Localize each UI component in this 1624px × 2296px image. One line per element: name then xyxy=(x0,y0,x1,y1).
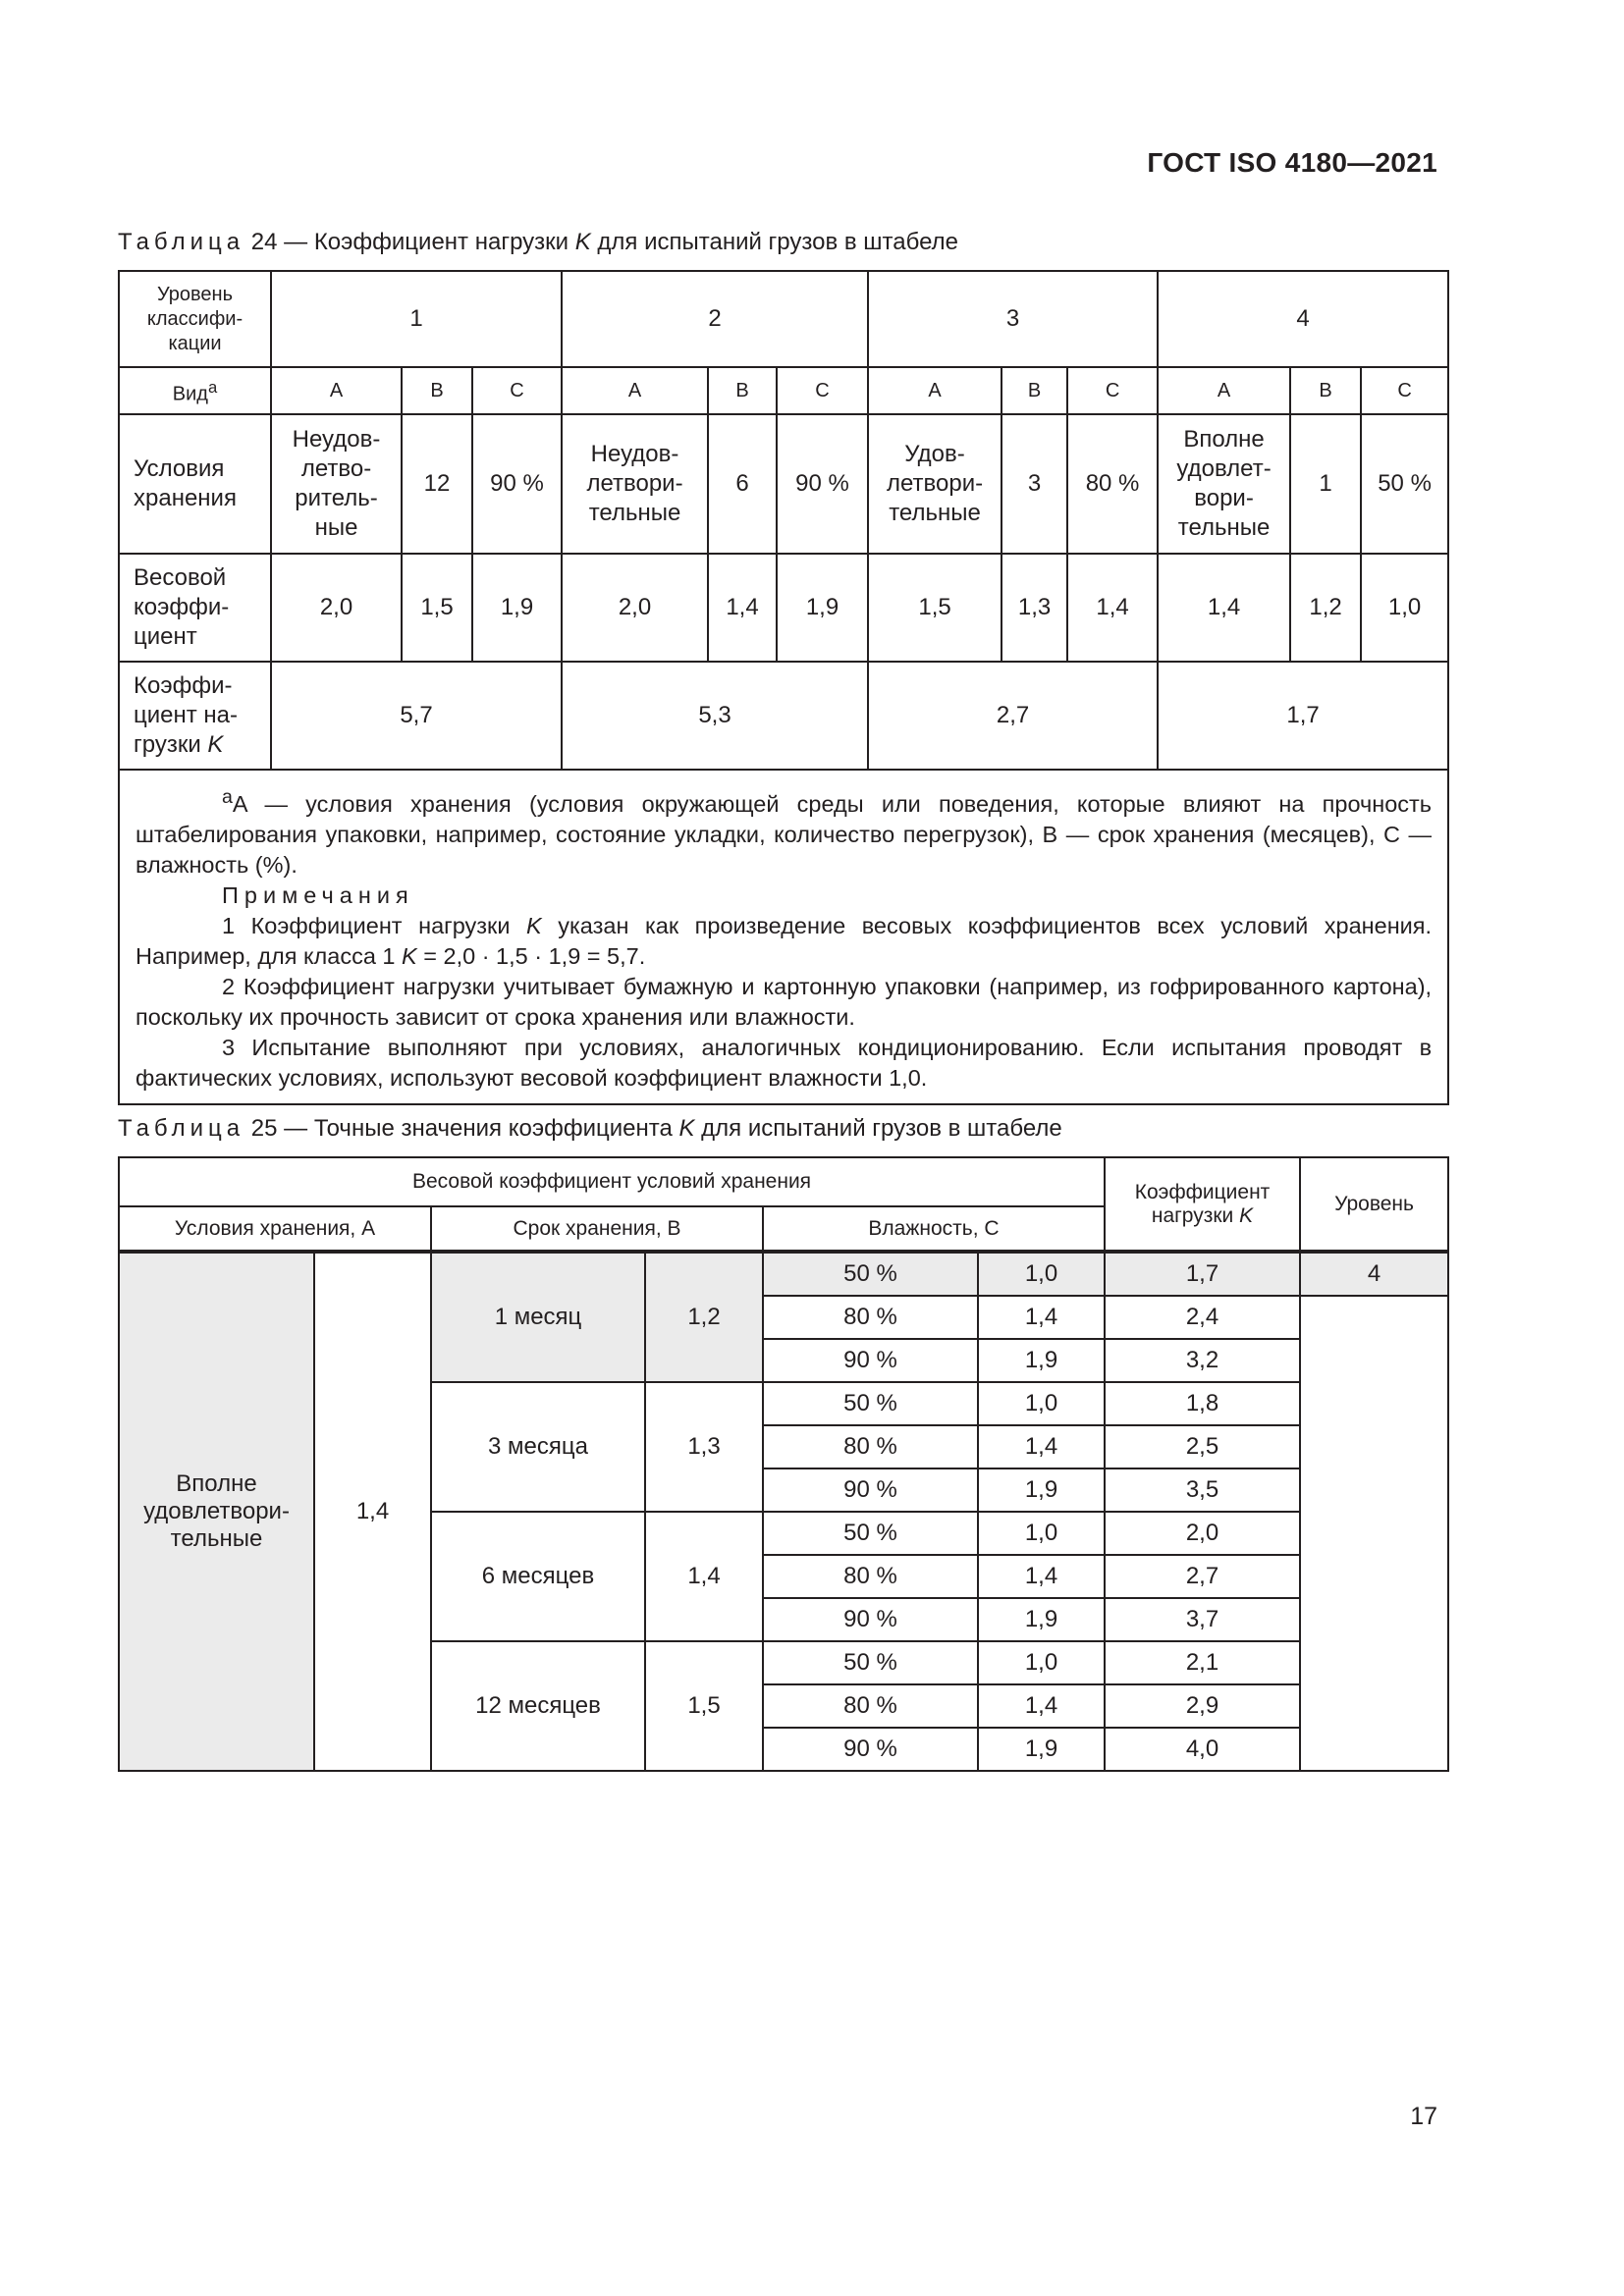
storage-a: Неудов- летво- ритель- ные xyxy=(271,414,402,554)
storage-b: 6 xyxy=(708,414,777,554)
header-term: Срок хранения, B xyxy=(431,1206,763,1252)
load-k: K xyxy=(207,731,224,758)
load-cell: 2,5 xyxy=(1105,1425,1300,1468)
kind-cell: C xyxy=(1361,367,1448,414)
storage-b: 3 xyxy=(1001,414,1067,554)
hum-weight: 1,9 xyxy=(978,1728,1105,1771)
load-cell: 3,2 xyxy=(1105,1339,1300,1382)
kind-cell: B xyxy=(402,367,472,414)
level-cell: 1 xyxy=(271,271,562,367)
caption-prefix: Таблица xyxy=(118,1115,245,1142)
load-cell: 2,7 xyxy=(1105,1555,1300,1598)
kind-cell: A xyxy=(868,367,1001,414)
note-1 xyxy=(135,911,1432,972)
footnote-text: A — условия хранения (условия окружающей среды или поведения, которые влияют на прочность штабелирования упаковки, например, состояние укладки, количество перегрузок), B — срок хранения (месяцев), C — влажность (%). xyxy=(135,790,1433,878)
kind-cell: C xyxy=(1067,367,1158,414)
footnote-sup: a xyxy=(222,786,233,808)
load-cell: 2,7 xyxy=(868,662,1158,770)
load-cell: 1,7 xyxy=(1158,662,1448,770)
header-hum: Влажность, C xyxy=(763,1206,1105,1252)
notes-title: Примечания xyxy=(222,881,414,908)
header-weight: Весовой коэффициент условий хранения xyxy=(119,1157,1105,1206)
load-cell: 5,7 xyxy=(271,662,562,770)
hum-cell: 80 % xyxy=(763,1684,978,1728)
load-cell: 1,7 xyxy=(1105,1252,1300,1296)
table25-caption xyxy=(118,1115,1062,1143)
weight-cell: 1,9 xyxy=(472,554,562,662)
level-cell: 4 xyxy=(1158,271,1448,367)
term-cell: 1 месяц xyxy=(431,1252,645,1382)
hum-cell: 50 % xyxy=(763,1252,978,1296)
load-cell: 3,5 xyxy=(1105,1468,1300,1512)
storage-a: Вполне удовлет- вори- тельные xyxy=(1158,414,1290,554)
note-3: 3 Испытание выполняют при условиях, аналогичных кондиционированию. Если испытания проводят в фактических условиях, используют весовой коэффициент влажности 1,0. xyxy=(135,1034,1433,1091)
header-cond: Условия хранения, A xyxy=(119,1206,431,1252)
kind-cell: A xyxy=(271,367,402,414)
storage-c: 90 % xyxy=(777,414,868,554)
hum-weight: 1,4 xyxy=(978,1555,1105,1598)
header-level: Уровень xyxy=(1300,1157,1448,1252)
note1-c: = 2,0 · 1,5 · 1,9 = 5,7. xyxy=(423,942,646,969)
caption-text: Точные значения коэффициента xyxy=(313,1115,673,1142)
level-cell: 3 xyxy=(868,271,1158,367)
load-cell: 2,1 xyxy=(1105,1641,1300,1684)
note-2: 2 Коэффициент нагрузки учитывает бумажную и картонную упаковки (например, из гофрированного картона), поскольку их прочность зависит от срока хранения или влажности. xyxy=(135,973,1433,1030)
weight-cell: 1,3 xyxy=(1001,554,1067,662)
hum-weight: 1,4 xyxy=(978,1425,1105,1468)
level-empty xyxy=(1300,1296,1448,1771)
kind-cell: A xyxy=(562,367,708,414)
hum-weight: 1,9 xyxy=(978,1598,1105,1641)
caption-rest: для испытаний грузов в штабеле xyxy=(597,229,959,255)
storage-b: 1 xyxy=(1290,414,1361,554)
weight-cell: 1,5 xyxy=(402,554,472,662)
hum-cell: 50 % xyxy=(763,1641,978,1684)
storage-label: Условия хранения xyxy=(119,414,271,554)
weight-cell: 2,0 xyxy=(271,554,402,662)
load-cell: 2,9 xyxy=(1105,1684,1300,1728)
caption-k: K xyxy=(574,229,591,255)
footnote xyxy=(135,782,1432,881)
table24 xyxy=(118,270,1449,1105)
header-load-k: K xyxy=(1239,1203,1254,1227)
cond-weight: 1,4 xyxy=(314,1252,431,1771)
term-weight: 1,2 xyxy=(645,1252,763,1382)
weight-cell: 2,0 xyxy=(562,554,708,662)
weight-cell: 1,4 xyxy=(708,554,777,662)
hum-cell: 80 % xyxy=(763,1555,978,1598)
load-cell: 3,7 xyxy=(1105,1598,1300,1641)
kind-cell: C xyxy=(472,367,562,414)
load-label-cell xyxy=(119,662,271,770)
term-weight: 1,4 xyxy=(645,1512,763,1641)
hum-weight: 1,4 xyxy=(978,1296,1105,1339)
hum-weight: 1,4 xyxy=(978,1684,1105,1728)
term-weight: 1,5 xyxy=(645,1641,763,1771)
hum-weight: 1,9 xyxy=(978,1468,1105,1512)
document-header: ГОСТ ISO 4180—2021 xyxy=(1147,147,1437,178)
kind-label-cell xyxy=(119,367,271,414)
weight-label: Весовой коэффи- циент xyxy=(119,554,271,662)
note1-a: 1 Коэффициент нагрузки xyxy=(222,912,511,938)
load-cell: 2,4 xyxy=(1105,1296,1300,1339)
term-cell: 12 месяцев xyxy=(431,1641,645,1771)
hum-weight: 1,0 xyxy=(978,1252,1105,1296)
table24-notes xyxy=(119,770,1448,1104)
cond-cell: Вполне удовлетвори- тельные xyxy=(119,1252,314,1771)
storage-c: 80 % xyxy=(1067,414,1158,554)
table24-caption xyxy=(118,229,958,256)
header-load-text: Коэффициент нагрузки xyxy=(1134,1180,1271,1227)
table25 xyxy=(118,1156,1449,1772)
caption-num: 24 — xyxy=(250,229,308,255)
weight-cell: 1,9 xyxy=(777,554,868,662)
kind-cell: A xyxy=(1158,367,1290,414)
kind-label: Вид xyxy=(172,383,208,405)
load-label: Коэффи- циент на- грузки xyxy=(134,672,239,758)
weight-cell: 1,4 xyxy=(1067,554,1158,662)
hum-weight: 1,9 xyxy=(978,1339,1105,1382)
storage-c: 50 % xyxy=(1361,414,1448,554)
load-cell: 5,3 xyxy=(562,662,868,770)
hum-cell: 80 % xyxy=(763,1296,978,1339)
weight-cell: 1,5 xyxy=(868,554,1001,662)
kind-sup: a xyxy=(207,377,218,397)
hum-cell: 80 % xyxy=(763,1425,978,1468)
kind-cell: B xyxy=(708,367,777,414)
kind-cell: B xyxy=(1001,367,1067,414)
level-label: Уровень классифи- кации xyxy=(119,271,271,367)
weight-cell: 1,0 xyxy=(1361,554,1448,662)
note1-b: указан как произведение весовых коэффициентов всех условий хранения. Например, для класса 1 xyxy=(135,912,1433,969)
storage-c: 90 % xyxy=(472,414,562,554)
hum-cell: 90 % xyxy=(763,1598,978,1641)
weight-cell: 1,2 xyxy=(1290,554,1361,662)
kind-cell: C xyxy=(777,367,868,414)
note1-k: K xyxy=(526,912,542,938)
load-cell: 4,0 xyxy=(1105,1728,1300,1771)
header-load xyxy=(1105,1157,1300,1252)
storage-a: Неудов- летвори- тельные xyxy=(562,414,708,554)
hum-weight: 1,0 xyxy=(978,1512,1105,1555)
load-cell: 2,0 xyxy=(1105,1512,1300,1555)
kind-cell: B xyxy=(1290,367,1361,414)
caption-num: 25 — xyxy=(250,1115,308,1142)
storage-a: Удов- летвори- тельные xyxy=(868,414,1001,554)
term-weight: 1,3 xyxy=(645,1382,763,1512)
hum-cell: 50 % xyxy=(763,1512,978,1555)
caption-text: Коэффициент нагрузки xyxy=(313,229,569,255)
weight-cell: 1,4 xyxy=(1158,554,1290,662)
hum-cell: 50 % xyxy=(763,1382,978,1425)
page-number: 17 xyxy=(1410,2103,1437,2130)
hum-weight: 1,0 xyxy=(978,1382,1105,1425)
caption-prefix: Таблица xyxy=(118,229,245,255)
level-cell: 4 xyxy=(1300,1252,1448,1296)
term-cell: 6 месяцев xyxy=(431,1512,645,1641)
hum-cell: 90 % xyxy=(763,1728,978,1771)
note1-k2: K xyxy=(402,942,417,969)
load-cell: 1,8 xyxy=(1105,1382,1300,1425)
term-cell: 3 месяца xyxy=(431,1382,645,1512)
caption-rest: для испытаний грузов в штабеле xyxy=(701,1115,1062,1142)
hum-cell: 90 % xyxy=(763,1468,978,1512)
storage-b: 12 xyxy=(402,414,472,554)
level-cell: 2 xyxy=(562,271,868,367)
hum-weight: 1,0 xyxy=(978,1641,1105,1684)
caption-k: K xyxy=(678,1115,695,1142)
hum-cell: 90 % xyxy=(763,1339,978,1382)
